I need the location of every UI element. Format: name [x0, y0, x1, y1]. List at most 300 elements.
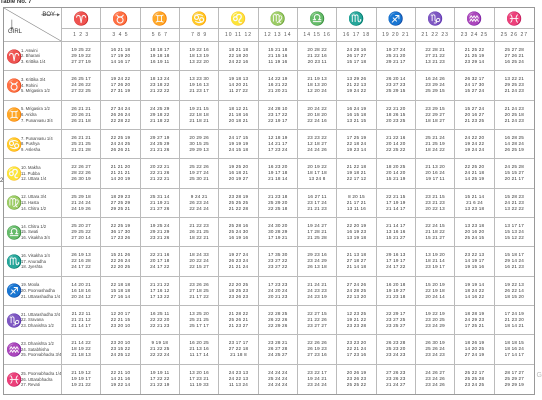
score-line: 22 15 27 — [189, 264, 209, 270]
nakshatra-name: 16. Visakha 1/4 — [21, 253, 50, 259]
score-line: 14 20 21 — [71, 281, 91, 287]
score-line: 15 12 22 — [504, 235, 525, 241]
compatibility-cell — [62, 42, 101, 71]
compatibility-cell — [62, 101, 101, 130]
score-line: 20 25 18 — [504, 111, 525, 117]
score-line: 13 21 15 — [346, 117, 367, 123]
compatibility-cell — [101, 42, 140, 71]
column-header-nakshatra-numbers: 5 6 7 — [141, 29, 180, 42]
nakshatra-name: 21. Uttarashadha 3/4 — [21, 311, 61, 317]
score-line: 21 14 22 — [71, 340, 91, 346]
virgo-icon: ♍ — [6, 195, 23, 211]
capricorn-icon: ♑ — [6, 312, 23, 328]
compatibility-cell — [455, 335, 494, 364]
compatibility-cell — [337, 365, 376, 394]
score-line: 24 24 25 — [110, 141, 131, 147]
compatibility-cell — [180, 189, 219, 218]
compatibility-cell — [259, 365, 298, 394]
score-line: 21 22 21 — [150, 176, 170, 182]
score-line: 16 28 25 — [504, 135, 525, 141]
score-line: 22 25 19 — [110, 135, 131, 141]
score-line: 18 25 23 — [228, 287, 249, 293]
score-line: 21 25 19 — [425, 141, 445, 147]
score-line: 22 28 21 — [425, 47, 445, 53]
score-line: 26 23 24 — [189, 199, 209, 205]
nakshatra-name: 11. Pubba — [21, 170, 40, 176]
score-line: 19 23 14 — [346, 147, 367, 153]
taurus-icon: ♉ — [112, 10, 129, 26]
score-line: 23 19 17 — [425, 264, 445, 270]
score-line: 25 23 20 — [386, 346, 406, 352]
score-line: 24 24 24 — [268, 382, 288, 388]
score-line: 22 21 16 — [150, 252, 170, 258]
score-line: 29 14 24 — [504, 258, 525, 264]
score-line: 14 16 17 — [110, 59, 131, 65]
compatibility-cell — [298, 159, 337, 188]
score-line: 22 13 20 — [346, 293, 367, 299]
score-line: 21 18 14 — [268, 176, 288, 182]
column-header-nakshatra-numbers: 3 4 5 — [101, 29, 140, 42]
score-line: 18 17 18 — [307, 170, 327, 176]
score-line: 26 17 27 — [346, 53, 367, 59]
score-line: 16 24 26 — [425, 76, 445, 82]
score-line: 21 23 20 — [504, 317, 525, 323]
compatibility-cell — [219, 247, 258, 276]
score-line: 26 25 17 — [71, 76, 91, 82]
compatibility-cell — [180, 306, 219, 335]
compatibility-cell — [219, 335, 258, 364]
score-line: 23 27 22 — [268, 264, 288, 270]
score-line: 18 26 19 — [464, 340, 485, 346]
compatibility-cell — [298, 42, 337, 71]
score-line: 13 19 20 — [425, 252, 445, 258]
score-line: 21 14 17 — [386, 205, 406, 211]
score-line: 14 28 24 — [504, 141, 525, 147]
score-line: 17 19 17 — [386, 258, 406, 264]
score-line: 23 24 29 — [425, 323, 445, 329]
score-line: 23 17 24 — [307, 199, 327, 205]
compatibility-cell — [180, 365, 219, 394]
compatibility-cell — [495, 130, 534, 159]
compatibility-cell — [455, 277, 494, 306]
score-line: 22 25 19 — [110, 223, 131, 229]
score-line: 22 24 15 — [425, 223, 445, 229]
score-line: 22 21 20 — [386, 105, 406, 111]
score-line: 18 24 22 — [464, 287, 485, 293]
score-line: 13 21 23 — [425, 59, 445, 65]
score-line: 20 23 25 — [386, 117, 406, 123]
nakshatra-list — [21, 165, 46, 182]
score-line: 17 28 21 — [307, 229, 327, 235]
score-line: 24 26 27 — [425, 370, 445, 376]
score-line: 19 24 24 — [464, 147, 485, 153]
score-line: 22 25 18 — [268, 205, 288, 211]
score-line: 25 24 30 — [228, 229, 249, 235]
score-line: 11 19 33 — [189, 382, 209, 388]
score-line: 20 21 17 — [504, 176, 525, 182]
nakshatra-name: 2. Bharani — [21, 53, 41, 59]
score-line: 18 24 33 — [189, 252, 209, 258]
scorpio-icon: ♏ — [348, 10, 365, 26]
score-line: 21 22 26 — [307, 317, 327, 323]
nakshatra-list — [21, 106, 53, 123]
compatibility-cell — [337, 218, 376, 247]
score-line: 14 16 22 — [464, 293, 485, 299]
score-line: 20 17 18 — [150, 258, 170, 264]
compatibility-cell — [62, 189, 101, 218]
score-line: 19 22 16 — [189, 47, 209, 53]
score-line: 27 26 23 — [386, 370, 406, 376]
score-line: 19 19 17 — [71, 376, 91, 382]
column-header-nakshatra-numbers: 10 11 12 — [219, 29, 258, 42]
compatibility-cell — [337, 247, 376, 276]
score-line: 11 19 16 — [268, 59, 288, 65]
score-line: 24 23 23 — [307, 287, 327, 293]
score-line: 26 21 18 — [71, 117, 91, 123]
score-line: 9 24 21 — [190, 193, 208, 199]
score-line: 27 24 19 — [464, 352, 485, 358]
score-line: 21 18 22 — [425, 229, 445, 235]
compatibility-cell — [180, 335, 219, 364]
score-line: 20 24 22 — [307, 105, 327, 111]
score-line: 17 26 20 — [110, 82, 131, 88]
score-line: 19 27 24 — [228, 252, 249, 258]
compatibility-cell — [259, 277, 298, 306]
table-corner-header — [4, 8, 62, 42]
score-line: 22 20 25 — [110, 264, 131, 270]
score-line: 17 23 26 — [110, 235, 131, 241]
score-line: 23 26 23 — [346, 376, 367, 382]
score-line: 19 24 22 — [110, 76, 131, 82]
score-line: 15 21 14 — [464, 193, 485, 199]
nakshatra-name: 7. Punarvasu 3/4 — [21, 117, 53, 123]
nakshatra-list — [21, 253, 50, 270]
column-header-nakshatra-numbers: 25 26 27 — [495, 29, 534, 42]
nakshatra-name: 18. Jyeshta — [21, 264, 43, 270]
compatibility-cell — [337, 101, 376, 130]
score-line: 21 25 22 — [464, 47, 485, 53]
score-line: 26 27 28 — [268, 346, 288, 352]
compatibility-cell — [298, 130, 337, 159]
score-line: 26 23 24 — [228, 258, 249, 264]
score-line: 21 21 23 — [307, 205, 327, 211]
compatibility-cell — [495, 189, 534, 218]
score-line: 25 29 18 — [71, 193, 91, 199]
score-line: 19 24 22 — [346, 88, 367, 94]
score-line: 25 31 14 — [150, 193, 170, 199]
score-line: 21 13 18 — [346, 252, 367, 258]
score-line: 20 19 22 — [307, 164, 327, 170]
score-line: 29 19 22 — [71, 53, 91, 59]
score-line: 17 19 20 — [110, 53, 131, 59]
score-line: 24 29 23 — [464, 317, 485, 323]
score-line: 25 21 25 — [71, 141, 91, 147]
score-line: 21 21 28 — [71, 147, 91, 153]
score-line: 23 24 26 — [425, 382, 445, 388]
score-line: 18 26 15 — [386, 111, 406, 117]
score-line: 16 19 23 — [346, 229, 367, 235]
score-line: 24 15 18 — [228, 147, 249, 153]
cancer-icon: ♋ — [6, 136, 23, 152]
compatibility-cell — [141, 247, 180, 276]
compatibility-cell — [298, 247, 337, 276]
score-line: 21 18 22 — [150, 117, 170, 123]
score-line: 23 27 23 — [386, 82, 406, 88]
compatibility-cell — [495, 277, 534, 306]
score-line: 18 20 25 — [386, 164, 406, 170]
score-line: 21 25 19 — [464, 53, 485, 59]
score-line: 20 22 21 — [150, 164, 170, 170]
score-line: 23 21 26 — [150, 235, 170, 241]
row-header-sign — [4, 130, 62, 159]
compatibility-cell — [416, 306, 455, 335]
score-line: 23 26 26 — [189, 281, 209, 287]
score-line: 29 16 13 — [386, 252, 406, 258]
score-line: 22 16 28 — [71, 258, 91, 264]
score-line: 25 29 20 — [268, 199, 288, 205]
nakshatra-name: 5. Mrigasira 1/2 — [21, 106, 50, 112]
nakshatra-list — [21, 48, 45, 65]
nakshatra-name: 3. Krittika 3/4 — [21, 77, 46, 83]
nakshatra-name: 10. Makha — [21, 165, 41, 171]
compatibility-cell — [377, 247, 416, 276]
score-line: 14 20 19 — [110, 176, 131, 182]
score-line: 16 19 16 — [228, 235, 249, 241]
score-line: 13 20 16 — [189, 370, 209, 376]
score-line: 21 14 18 — [346, 264, 367, 270]
compatibility-cell — [495, 335, 534, 364]
nakshatra-name: 12. Uttara 3/4 — [21, 194, 47, 200]
score-line: 18 13 19 — [189, 53, 209, 59]
compatibility-cell — [219, 218, 258, 247]
compatibility-cell — [180, 247, 219, 276]
score-line: 14 21 16 — [110, 376, 131, 382]
score-line: 11 13 24 — [228, 382, 249, 388]
column-header-sign — [495, 8, 534, 29]
compatibility-cell — [377, 130, 416, 159]
compatibility-cell — [180, 159, 219, 188]
score-line: 21 24 23 — [504, 105, 525, 111]
score-line: 26 30 19 — [71, 176, 91, 182]
compatibility-cell — [180, 42, 219, 71]
compatibility-cell — [141, 189, 180, 218]
score-line: 20 18 21 — [228, 117, 249, 123]
score-line: 29 25 23 — [504, 82, 525, 88]
score-line: 23 29 15 — [425, 105, 445, 111]
score-line: 24 25 27 — [268, 352, 288, 358]
compatibility-cell — [62, 335, 101, 364]
compatibility-cell — [455, 159, 494, 188]
compatibility-cell — [377, 189, 416, 218]
score-line: 24 17 22 — [386, 264, 406, 270]
score-line: 21 23 18 — [386, 293, 406, 299]
compatibility-cell — [219, 306, 258, 335]
nakshatra-name: 7. Punarvasu 1/4 — [21, 135, 53, 141]
score-line: 27 18 27 — [346, 258, 367, 264]
score-line: 15 18 17 — [504, 252, 525, 258]
score-line: 26 21 25 — [189, 229, 209, 235]
score-line: 22 21 24 — [346, 346, 367, 352]
score-line: 25 17 17 — [189, 323, 209, 329]
score-line: 21 22 25 — [150, 346, 170, 352]
score-line: 23 24 25 — [464, 382, 485, 388]
compatibility-cell — [141, 130, 180, 159]
score-line: 23 28 19 — [228, 193, 249, 199]
score-line: 19 21 22 — [71, 382, 91, 388]
score-line: 27 34 24 — [110, 105, 131, 111]
pisces-icon: ♓ — [506, 10, 523, 26]
nakshatra-name: 6. Aridra — [21, 112, 37, 118]
capricorn-icon: ♑ — [427, 10, 444, 26]
score-line: 25 30 21 — [189, 176, 209, 182]
compatibility-cell — [495, 218, 534, 247]
score-line: 18 21 14 — [425, 258, 445, 264]
score-line: 21 21 22 — [150, 281, 170, 287]
score-line: 18 14 21 — [504, 323, 525, 329]
score-line: 29 23 16 — [307, 252, 327, 258]
score-line: 13 22 21 — [504, 76, 525, 82]
score-line: 24 17 22 — [71, 264, 91, 270]
score-line: 11 27 22 — [228, 88, 249, 94]
compatibility-cell — [298, 189, 337, 218]
score-line: 19 24 22 — [464, 141, 485, 147]
score-line: 21 21 12 — [71, 317, 91, 323]
compatibility-cell — [495, 365, 534, 394]
score-line: 13 22 20 — [189, 59, 209, 65]
score-line: 19 22 14 — [110, 382, 131, 388]
score-line: 20 28 22 — [307, 47, 327, 53]
compatibility-cell — [101, 277, 140, 306]
score-line: 24 20 24 — [268, 287, 288, 293]
compatibility-cell — [101, 306, 140, 335]
score-line: 22 28 22 — [110, 117, 131, 123]
score-line: 12 18 19 — [268, 135, 288, 141]
score-line: 22 19 18 — [425, 287, 445, 293]
compatibility-cell — [62, 365, 101, 394]
score-line: 29 21 17 — [386, 59, 406, 65]
compatibility-cell — [62, 218, 101, 247]
score-line: 29 25 22 — [71, 229, 91, 235]
nakshatra-name: 26. Uttarabhadra — [21, 376, 53, 382]
score-line: 20 19 27 — [228, 176, 249, 182]
score-line: 23 21 15 — [425, 193, 445, 199]
compatibility-cell — [416, 218, 455, 247]
score-line: 18 13 20 — [307, 82, 327, 88]
nakshatra-name: 23. Dhanishta 1/2 — [21, 322, 54, 328]
score-line: 25 25 25 — [228, 199, 249, 205]
score-line: 9 19 18 — [151, 340, 169, 346]
row-header-sign — [4, 71, 62, 100]
score-line: 21 22 16 — [307, 53, 327, 59]
score-line: 21 13 16 — [189, 346, 209, 352]
compatibility-cell — [416, 71, 455, 100]
nakshatra-name: 16. Visakha 3/4 — [21, 234, 50, 240]
score-line: 21 24 21 — [307, 281, 327, 287]
compatibility-cell — [377, 159, 416, 188]
nakshatra-name: 24. Satabhisha — [21, 346, 49, 352]
nakshatra-name: 15. Swati — [21, 229, 39, 235]
compatibility-cell — [141, 335, 180, 364]
column-header-nakshatra-numbers: 21 22 23 — [416, 29, 455, 42]
score-line: 20 18 20 — [307, 111, 327, 117]
score-line: 22 17 12 — [346, 176, 367, 182]
score-line: 21 22 22 — [150, 88, 170, 94]
score-line: 24 28 16 — [346, 47, 367, 53]
compatibility-cell — [455, 71, 494, 100]
score-line: 22 21 10 — [110, 370, 131, 376]
score-line: 23 29 14 — [464, 59, 485, 65]
score-line: 25 25 28 — [464, 376, 485, 382]
compatibility-cell — [141, 218, 180, 247]
score-line: 19 18 18 — [150, 53, 170, 59]
score-line: 16 20 25 — [189, 340, 209, 346]
score-line: 27 22 18 — [228, 346, 249, 352]
nakshatra-name: 1. Aswini — [21, 47, 38, 53]
score-line: 24 28 25 — [346, 287, 367, 293]
score-line: 21 21 20 — [110, 164, 131, 170]
score-line: 21 18 13 — [71, 352, 91, 358]
column-header-nakshatra-numbers: 1 2 3 — [62, 29, 101, 42]
score-line: 27 23 16 — [307, 352, 327, 358]
score-line: 22 21 15 — [386, 193, 406, 199]
leo-icon: ♌ — [6, 165, 23, 181]
score-line: 14 20 25 — [464, 346, 485, 352]
compatibility-cell — [298, 218, 337, 247]
score-line: 24 19 26 — [71, 205, 91, 211]
score-line: 20 16 24 — [425, 170, 445, 176]
nakshatra-name: 3. Krittika 1/4 — [21, 58, 46, 64]
score-line: 19 21 22 — [346, 317, 367, 323]
score-line: 17 14 17 — [504, 352, 525, 358]
leo-icon: ♌ — [230, 10, 247, 26]
score-line: 23 27 27 — [307, 323, 327, 329]
score-line: 23 22 17 — [307, 370, 327, 376]
compatibility-cell — [495, 159, 534, 188]
boy-label: BOY — [42, 12, 55, 18]
score-line: 27 18 25 — [189, 287, 209, 293]
score-line: 22 20 19 — [346, 223, 367, 229]
compatibility-cell — [416, 335, 455, 364]
score-line: 23 24 24 — [307, 382, 327, 388]
score-line: 21 24 27 — [386, 382, 406, 388]
column-header-sign — [337, 8, 376, 29]
score-line: 23 26 23 — [228, 293, 249, 299]
score-line: 13 16 16 — [386, 229, 406, 235]
row-header-sign — [4, 218, 62, 247]
score-line: 18 29 23 — [110, 193, 131, 199]
score-line: 23 27 25 — [386, 317, 406, 323]
score-line: 24 22 16 — [228, 59, 249, 65]
score-line: 24 22 13 — [228, 376, 249, 382]
compatibility-cell — [101, 218, 140, 247]
row-header-sign — [4, 277, 62, 306]
score-line: 24 23 19 — [307, 293, 327, 299]
score-line: 20 26 19 — [346, 370, 367, 376]
score-line: 22 22 20 — [150, 317, 170, 323]
score-line: 23 23 28 — [346, 323, 367, 329]
column-header-sign — [180, 8, 219, 29]
score-line: 13 19 18 — [346, 235, 367, 241]
nakshatra-list — [21, 282, 60, 299]
column-header-sign — [455, 8, 494, 29]
nakshatra-name: 17. Anuradha — [21, 258, 46, 264]
score-line: 21 21 26 — [150, 147, 170, 153]
compatibility-cell — [495, 247, 534, 276]
nakshatra-name: 19. Moola — [21, 282, 40, 288]
score-line: 14 21 17 — [268, 141, 288, 147]
score-line: 13 22 22 — [504, 205, 525, 211]
compatibility-cell — [337, 159, 376, 188]
